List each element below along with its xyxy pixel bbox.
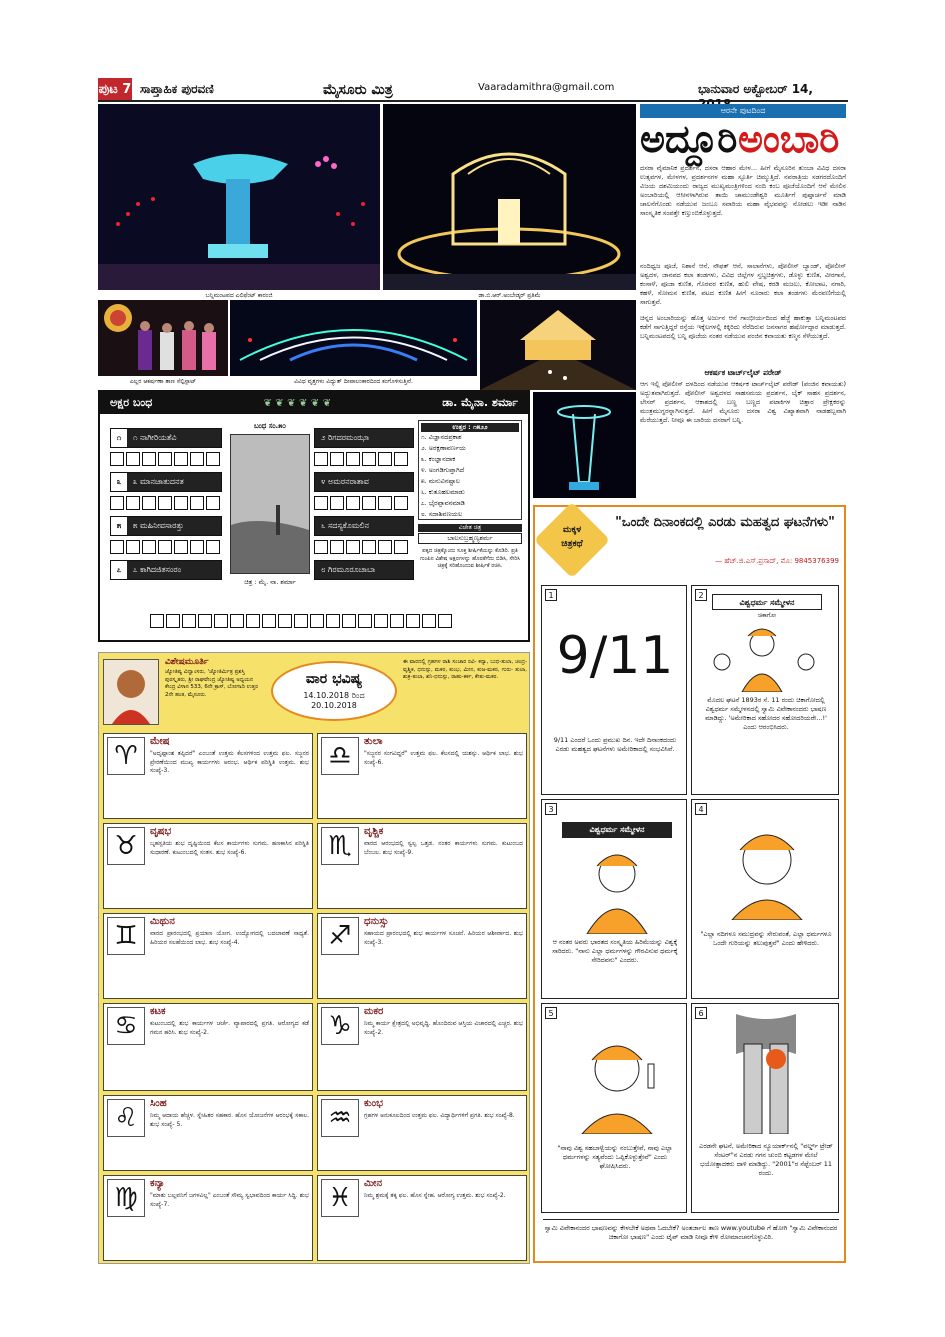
taurus-icon: ♉ xyxy=(107,827,145,865)
grid-row-6[interactable] xyxy=(314,540,408,554)
clue-4: ೪ ಅಮರನರಾತಾವ xyxy=(314,472,414,492)
clue-5: ೫ ೫ ಮಹಿನೀವಸಾರತ್ತು xyxy=(110,516,222,536)
comic-tag-2: ಚಿತ್ರಕಥೆ xyxy=(561,539,583,549)
panel-6: 6 ಎರಡನೇ ಘಟನೆ, ಅಮೇರಿಕಾದ ನ್ಯೂಯಾರ್ಕ್‌ನಲ್ಲಿ "ವರ್ಲ್ಡ್ ಟ್ರೇಡ್ ಸೆಂಟರ್"ನ ಎರಡು ಗಗನ ಚುಂಬಿ ಕಟ್ಟಡಗಳ ಮೇಲೆ ಭಯೋತ್ಪಾದಕರು ದಾಳಿ ಮಾಡಿದ್ದು. "2001"ರ ಸೆಪ್ಟೆಂಬರ್ 11 ರಂದು. xyxy=(691,1003,839,1213)
panel-5: 5 "ನಾವು ವಿಶ್ವ ಸಹಬಾಳ್ವೆಯನ್ನು ನಂಬುತ್ತೇವೆ, ನಾವು ಎಲ್ಲಾ ಧರ್ಮಗಳನ್ನು ಸತ್ಯವೆಂದು ಒಪ್ಪಿಕೊಳ್ಳುತ್ತೇವೆ" ಎಂದು ಘೋಷಿಸಿದರು. xyxy=(541,1003,687,1213)
cancer-icon: ♋ xyxy=(107,1007,145,1045)
photo-lights-circle xyxy=(230,300,477,376)
twin-towers-icon xyxy=(706,1014,826,1134)
clue-2: ೨ ರಿಗದರಮಂಝಾ xyxy=(314,428,414,448)
pisces-icon: ♓ xyxy=(321,1179,359,1217)
panel-3-text: ಆ ನಂತರ ಅವರು ಭಾರತದ ಸಂಸ್ಕೃತಿಯ ಹಿರಿಮೆಯನ್ನು ವಿಶ್ವಕ್ಕೆ ಸಾರಿದರು. "ನಾನು ಎಲ್ಲಾ ಧರ್ಮಗಳನ್ನು ಗೌರವಿಸುವ ಧರ್ಮಕ್ಕೆ ಸೇರಿದವನು" ಎಂದರು. xyxy=(552,938,678,964)
sign-libra: ♎ ತುಲಾ "ಸಜ್ಜನರ ಸಂಗವಿದ್ದರೆ" ಉತ್ತಮ ಫಲ. ಕೆಲಸದಲ್ಲಿ ಯಶಸ್ಸು. ಆರ್ಥಿಕ ಲಾಭ. ಶುಭ ಸಂಖ್ಯೆ-6. xyxy=(317,733,527,819)
feature-title-b: ಅಂಬಾರಿ xyxy=(738,116,840,161)
answers-label: ಉತ್ತರ : ೧೫೨೨ xyxy=(421,423,519,432)
panel-3: 3 ವಿಶ್ವಧರ್ಮ ಸಮ್ಮೇಳನ ಆ ನಂತರ ಅವರು ಭಾರತದ ಸಂಸ್ಕೃತಿಯ ಹಿರಿಮೆಯನ್ನು ವಿಶ್ವಕ್ಕೆ ಸಾರಿದರು. "ನಾನು ಎಲ್ಲಾ ಧರ್ಮಗಳನ್ನು ಗೌರವಿಸುವ ಧರ್ಮಕ್ಕೆ ಸೇರಿದವನು" ಎಂದರು. xyxy=(541,799,687,999)
page-header xyxy=(98,78,848,102)
puzzle-box xyxy=(98,390,530,642)
date-to: 20.10.2018 xyxy=(311,701,357,710)
grid-row-4[interactable] xyxy=(314,496,408,510)
feature-body-4: ಆಗ ಇಲ್ಲಿ ಪೋಲೀಸ್ ದಳದಿಂದ ನಡೆಯುವ ಆಕರ್ಷಕ ಟಾರ್ಚ್‌ಲೈಟ್ ಪರೇಡ್ (ಪಂಜಿನ ಕವಾಯತು) ಅದ್ಭುತವಾಗಿರುತ್ತದೆ. ಪೋಲೀಸ್ ಅಶ್ವದಳದ ಸಾಹಸಮಯ ಪ್ರದರ್ಶನ, ಬೈಕ್ ಸಾಹಸ ಪ್ರದರ್ಶನ, ಲೇಸರ್ ಪ್ರದರ್ಶನ, ಆಕಾಶದಲ್ಲಿ ಬಣ್ಣ ಬಣ್ಣದ ಪಟಾಕಿಗಳ ಚಿತ್ತಾರ ಪ್ರೇಕ್ಷಕರನ್ನು ಮಂತ್ರಮುಗ್ಧರನ್ನಾಗಿಸುತ್ತದೆ. ಹೀಗೆ ಮೈಸೂರು ದಸರಾ ವಿಶ್ವ ವಿಖ್ಯಾತವಾಗಿ ನಾಡಹಬ್ಬವಾಗಿ ಮೆರೆಯುತ್ತದೆ. ನೀವೂ ಈ ಬಾರಿಯ ದಸರಾಗೆ ಬನ್ನಿ. xyxy=(640,380,846,424)
date-from: 14.10.2018 ರಿಂದ xyxy=(303,691,365,700)
sign-sagittarius: ♐ ಧನುಸ್ಸು ಸಹಾಯದ ಪ್ರಾರಂಭದಲ್ಲಿ ಶುಭ ಕಾರ್ಯಗಳ ಸೂಚನೆ. ಹಿರಿಯರ ಆಶೀರ್ವಾದ. ಶುಭ ಸಂಖ್ಯೆ-3. xyxy=(317,913,527,999)
feature-subhead: ಆಕರ್ಷಕ ಟಾರ್ಚ್‌ಲೈಟ್ ಪರೇಡ್ xyxy=(704,368,782,377)
horoscope-section xyxy=(98,652,530,1264)
clue-6: ೬ ಸದಸ್ಯಕೊಮಲಿನ xyxy=(314,516,414,536)
capricorn-icon: ♑ xyxy=(321,1007,359,1045)
astrologer-name: ವಿಶೇಷಮೂರ್ತಿ xyxy=(165,657,209,667)
panel-6-text: ಎರಡನೇ ಘಟನೆ, ಅಮೇರಿಕಾದ ನ್ಯೂಯಾರ್ಕ್‌ನಲ್ಲಿ "ವರ್ಲ್ಡ್ ಟ್ರೇಡ್ ಸೆಂಟರ್"ನ ಎರಡು ಗಗನ ಚುಂಬಿ ಕಟ್ಟಡಗಳ ಮೇಲೆ ಭಯೋತ್ಪಾದಕರು ದಾಳಿ ಮಾಡಿದ್ದು. "2001"ರ ಸೆಪ್ಟೆಂಬರ್ 11 ರಂದು. xyxy=(699,1142,833,1177)
panel-3-banner: ವಿಶ್ವಧರ್ಮ ಸಮ್ಮೇಳನ xyxy=(562,822,672,838)
panel-2-banner: ವಿಶ್ವಧರ್ಮ ಸಮ್ಮೇಳನ xyxy=(712,594,822,610)
leaf-ornament-icon: ❦ ❦ ❦ ❦ ❦ ❦ xyxy=(263,397,332,409)
section-name: ಸಾಪ್ತಾಹಿಕ ಪುರವಣಿ xyxy=(140,82,214,96)
puzzle-instructions: ಪಕ್ಕದ ಚಿತ್ರಕ್ಕೊಂದು ಸೂಕ್ತ ಶೀರ್ಷಿಕೆಯನ್ನು ಕೊಡಿರಿ. ಪ್ರತಿ ಗುಂಪಿನ ವಿಶೇಷ ಅಕ್ಷರಗಳನ್ನು ಹೊರತೆಗೆದು ಬಿಡಿಸಿ, ಸೇರಿಸಿ ಚಿತ್ರಕ್ಕೆ ಸರಿಹೊಂದುವ ಶೀರ್ಷಿಕೆ ರಚಿಸಿ. xyxy=(419,548,521,569)
comic-title: "ಒಂದೇ ದಿನಾಂಕದಲ್ಲಿ ಎರಡು ಮಹತ್ವದ ಘಟನೆಗಳು" xyxy=(615,515,835,530)
panel-2-text: ಮೊದಲ ಘಟನೆ 1893ರ ಸೆ. 11 ರಂದು ಚಿಕಾಗೋದಲ್ಲಿ ವಿಶ್ವಧರ್ಮ ಸಮ್ಮೇಳನದಲ್ಲಿ ಸ್ವಾಮಿ ವಿವೇಕಾನಂದರು ಭಾಷಣ ಮಾಡಿದ್ದು. 'ಅಮೇರಿಕಾದ ಸಹೋದರ ಸಹೋದರಿಯರೇ...!' ಎಂದು ಆರಂಭಿಸಿದರು. xyxy=(705,696,827,731)
winner-label: ವಿಜೇತ ಚಿತ್ರ xyxy=(418,524,522,532)
panel-2-city: ಚಿಕಾಗೋ xyxy=(758,612,776,619)
bandha-number: ಬಂಧ ಸಂ.೫೦ xyxy=(253,422,287,430)
clue-1: ೧ ೧ ನಾಗೀರಿಯತೆವಿ xyxy=(110,428,222,448)
swami-pointing-icon xyxy=(562,1024,672,1134)
aries-icon: ♈ xyxy=(107,737,145,775)
sign-scorpio: ♏ ವೃಶ್ಚಿಕ ವಾರದ ಆರಂಭದಲ್ಲಿ ಸ್ವಲ್ಪ ಒತ್ತಡ. ನಂತರ ಕಾರ್ಯಗಳು ಸುಗಮ. ಕುಟುಂಬದ ಬೆಂಬಲ. ಶುಭ ಸಂಖ್ಯೆ-9. xyxy=(317,823,527,909)
feature-body-2: ನಂದಿಧ್ವಜ ಪೂಜೆ, ನಿಶಾನೆ ಆನೆ, ನೌಫತ್ ಆನೆ, ಸಾಲಾನೆಗಳು, ಪೋಲೀಸ್ ಬ್ಯಾಂಡ್, ಪೋಲೀಸ್ ಅಶ್ವದಳ, ಜಾನಪದ ಕಲಾ ತಂಡಗಳು, ವಿವಿಧ ಜಿಲ್ಲೆಗಳ ಸ್ತಬ್ಧಚಿತ್ರಗಳು, ಡೊಳ್ಳು ಕುಣಿತ, ವೀರಗಾಸೆ, ಕಂಸಾಳೆ, ಪೂಜಾ ಕುಣಿತ, ಗೊರವರ ಕುಣಿತ, ಹುಲಿ ವೇಷ, ಕರಡಿ ಮಜಲು, ಕೋಲಾಟ, ನಗಾರಿ, ಕಹಳೆ, ಸೋಮನ ಕುಣಿತ, ಪಟದ ಕುಣಿತ ಹೀಗೆ ನೂರಾರು ಕಲಾ ತಂಡಗಳು ಮೆರವಣಿಗೆಯಲ್ಲಿ ಸಾಗುತ್ತವೆ. xyxy=(640,262,846,306)
clue-3: ೩ ೩ ಮಾನಜಾತುದನತ xyxy=(110,472,222,492)
comic-footer: ಸ್ವಾಮಿ ವಿವೇಕಾನಂದರ ಭಾಷಣವನ್ನು ಕೇಳಬೇಕೆ ಅಥವಾ ಓದಬೇಕೆ? ಅಂತರ್ಜಾಲ ತಾಣ www.youtube ಗೆ ಹೋಗಿ "ಸ್ವಾಮಿ ವಿವೇಕಾನಂದರ ಚಿಕಾಗೋ ಭಾಷಣ" ಎಂದು ಟೈಪ್ ಮಾಡಿ ನೀವೂ ಕೇಳಿ ರೋಮಾಂಚನಗೊಳ್ಳುವಿರಿ. xyxy=(543,1219,839,1242)
swami-portrait-icon xyxy=(712,820,822,920)
photo-statue xyxy=(383,104,636,290)
sign-aries: ♈ ಮೇಷ "ಅದೃಷ್ಟಾಂಶ ತಪ್ಪಿದರೆ" ಎಂಬಂತೆ ಉತ್ತಮ ಕೆಲಸಗಳಿಂದ ಉತ್ತಮ ಫಲ. ಸಜ್ಜನರ ಪ್ರೇರಣೆಯಿಂದ ಮುಖ್ಯ ಕಾರ್ಯಗಳು ಆರಂಭ. ಆರ್ಥಿಕ ಪರಿಸ್ಥಿತಿ ಉತ್ತಮ. ಶುಭ ಸಂಖ್ಯೆ-3. xyxy=(103,733,313,819)
comic-byline: — ಹೆಚ್.ಜಿ.ಎಸ್.ಪ್ರಸಾದ್, ಮೊ: 9845376399 xyxy=(715,557,839,565)
caption-1: ಬನ್ನಿಮಂಟಪದ ಎಲಿಫೆಂಟ್ ಕಾರಂಜಿ xyxy=(205,292,273,299)
leo-icon: ♌ xyxy=(107,1099,145,1137)
date-911: 9/11 xyxy=(556,626,674,686)
gemini-icon: ♊ xyxy=(107,917,145,955)
feature-body-3: ಚಿನ್ನದ ಅಂಬಾರಿಯನ್ನು ಹೊತ್ತ ಅರ್ಜುನ ಆನೆ ಗಾಂಭೀರ್ಯದಿಂದ ಹೆಜ್ಜೆ ಹಾಕುತ್ತಾ ಬನ್ನಿಮಂಟಪದ ಕಡೆಗೆ ಸಾಗುತ್ತಿದ್ದರೆ ರಸ್ತೆಯ ಇಕ್ಕೆಲಗಳಲ್ಲಿ ಕಿಕ್ಕಿರಿದು ನೆರೆದಿರುವ ಜನಸಾಗರ ಹರ್ಷೋದ್ಗಾರ ಮಾಡುತ್ತದೆ. ಬನ್ನಿಮಂಟಪದಲ್ಲಿ ಬನ್ನಿ ಪೂಜೆಯ ನಂತರ ನಡೆಯುವ ಪಂಜಿನ ಕವಾಯತು ಕಣ್ಮನ ಸೆಳೆಯುತ್ತದೆ. xyxy=(640,314,846,340)
clue-8: ೮ ಗಿರಮೂರೂಚಾಬಾ xyxy=(314,560,414,580)
sign-virgo: ♍ ಕನ್ಯಾ "ಮಾತು ಬಲ್ಲವನಿಗೆ ಜಗಳವಿಲ್ಲ" ಎಂಬಂತೆ ಸೌಮ್ಯ ಸ್ವಭಾವದಿಂದ ಕಾರ್ಯ ಸಿದ್ಧಿ. ಶುಭ ಸಂಖ್ಯೆ-7. xyxy=(103,1175,313,1261)
sign-cancer: ♋ ಕಟಕ ಕುಟುಂಬದಲ್ಲಿ ಶುಭ ಕಾರ್ಯಗಳ ಚರ್ಚೆ. ವ್ಯಾಪಾರದಲ್ಲಿ ಪ್ರಗತಿ. ಆರೋಗ್ಯದ ಕಡೆ ಗಮನ ಹರಿಸಿ. ಶುಭ ಸಂಖ್ಯೆ-2. xyxy=(103,1003,313,1091)
caption-4: ವಿವಿಧ ವೃತ್ತಗಳು ವಿದ್ಯುತ್ ದೀಪಾಲಂಕಾರದಿಂದ ಕಂಗೊಳಿಸುತ್ತಿವೆ. xyxy=(294,378,413,385)
photo-fountain xyxy=(98,104,380,290)
sign-gemini: ♊ ಮಿಥುನ ವಾರದ ಪ್ರಾರಂಭದಲ್ಲಿ ಪ್ರಯಾಣ ಯೋಗ. ಉದ್ಯೋಗದಲ್ಲಿ ಬದಲಾವಣೆ ಸಾಧ್ಯತೆ. ಹಿರಿಯರ ಸಲಹೆಯಿಂದ ಲಾಭ. ಶುಭ ಸಂಖ್ಯೆ-4. xyxy=(103,913,313,999)
winner-name: ಬಾಲಸುಬ್ರಹ್ಮಣ್ಯಶರ್ಮ xyxy=(418,533,522,544)
sign-aquarius: ♒ ಕುಂಭ ಗ್ರಹಗಳ ಅನುಕೂಲದಿಂದ ಉತ್ತಮ ಫಲ. ವಿದ್ಯಾರ್ಥಿಗಳಿಗೆ ಪ್ರಗತಿ. ಶುಭ ಸಂಖ್ಯೆ-8. xyxy=(317,1095,527,1171)
date: ಭಾನುವಾರ ಅಕ್ಟೋಬರ್ 14, xyxy=(698,82,813,96)
panel-2: 2 ವಿಶ್ವಧರ್ಮ ಸಮ್ಮೇಳನ ಚಿಕಾಗೋ ಮೊದಲ ಘಟನೆ 1893ರ ಸೆ. 11 ರಂದು ಚಿಕಾಗೋದಲ್ಲಿ ವಿಶ್ವಧರ್ಮ ಸಮ್ಮೇಳನದಲ್ಲಿ ಸ್ವಾಮಿ ವಿವೇಕಾನಂದರು ಭಾಷಣ ಮಾಡಿದ್ದು. 'ಅಮೇರಿಕಾದ ಸಹೋದರ ಸಹೋದರಿಯರೇ...!' ಎಂದು ಆರಂಭಿಸಿದರು. xyxy=(691,585,839,795)
answer-grid[interactable] xyxy=(150,614,452,628)
libra-icon: ♎ xyxy=(321,737,359,775)
grid-row-2[interactable] xyxy=(314,452,408,466)
website: Vaaradamithra@gmail.com xyxy=(478,82,615,93)
sign-pisces: ♓ ಮೀನ ನಿಮ್ಮ ಶ್ರಮಕ್ಕೆ ತಕ್ಕ ಫಲ. ಹೊಸ ಸ್ನೇಹ. ಆರೋಗ್ಯ ಉತ್ತಮ. ಶುಭ ಸಂಖ್ಯೆ-2. xyxy=(317,1175,527,1261)
photo-palace-road xyxy=(480,300,636,390)
caption-3: ಎಲ್ಲರ ಆಕರ್ಷಣಾ ತಾಣ ಸೆಲ್ಫಿಸ್ಪಾಟ್ xyxy=(129,378,197,385)
scorpio-icon: ♏ xyxy=(321,827,359,865)
grid-row-5[interactable] xyxy=(110,540,220,554)
photo-tower xyxy=(533,392,636,498)
panel-4-text: "ಎಲ್ಲಾ ನದಿಗಳೂ ಸಮುದ್ರವನ್ನು ಸೇರುವಂತೆ, ಎಲ್ಲಾ ಧರ್ಮಗಳೂ ಒಂದೇ ಗುರಿಯನ್ನು ತಲುಪುತ್ತವೆ" ಎಂದು ಹೇಳಿದರು. xyxy=(700,930,832,947)
photo-selfie-spot xyxy=(98,300,228,376)
clue-7: ೭ ೭ ಕಾಗಿದಜಿತಸಂರಂ xyxy=(110,560,222,580)
aquarius-icon: ♒ xyxy=(321,1099,359,1137)
puzzle-author: ಡಾ. ಮೈನಾ. ಶರ್ಮಾ xyxy=(442,396,518,409)
virgo-icon: ♍ xyxy=(107,1179,145,1217)
caption-2: ಡಾ.ಬಿ.ಆರ್.ಅಂಬೇಡ್ಕರ್ ಪ್ರತಿಮೆ xyxy=(478,292,541,299)
panel-5-text: "ನಾವು ವಿಶ್ವ ಸಹಬಾಳ್ವೆಯನ್ನು ನಂಬುತ್ತೇವೆ, ನಾವು ಎಲ್ಲಾ ಧರ್ಮಗಳನ್ನು ಸತ್ಯವೆಂದು ಒಪ್ಪಿಕೊಳ್ಳುತ್ತೇವೆ" ಎಂದು ಘೋಷಿಸಿದರು. xyxy=(557,1144,673,1170)
paper-name: ಮೈಸೂರು ಮಿತ್ರ xyxy=(323,82,393,98)
sagittarius-icon: ♐ xyxy=(321,917,359,955)
sign-taurus: ♉ ವೃಷಭ ಬೃಹಸ್ಪತಿಯ ಶುಭ ದೃಷ್ಟಿಯಿಂದ ಕೆಲಸ ಕಾರ್ಯಗಳು ಸುಗಮ. ಹಣಕಾಸಿನ ಪರಿಸ್ಥಿತಿ ಸುಧಾರಣೆ. ಕುಟುಂಬದಲ್ಲಿ ಸಂತಸ. ಶುಭ ಸಂಖ್ಯೆ-6. xyxy=(103,823,313,909)
panel-4: 4 "ಎಲ್ಲಾ ನದಿಗಳೂ ಸಮುದ್ರವನ್ನು ಸೇರುವಂತೆ, ಎಲ್ಲಾ ಧರ್ಮಗಳೂ ಒಂದೇ ಗುರಿಯನ್ನು ತಲುಪುತ್ತವೆ" ಎಂದು ಹೇಳಿದರು. xyxy=(691,799,839,999)
feature-title-a: ಅದ್ದೂರಿ xyxy=(640,116,738,161)
comic-strip xyxy=(533,505,846,1263)
horoscope-title: ವಾರ ಭವಿಷ್ಯ xyxy=(305,671,363,687)
grid-row-3[interactable] xyxy=(110,496,220,510)
feature-kicker: ಆರನೇ ಪುಟದಿಂದ xyxy=(640,104,846,118)
puzzle-title: ಅಕ್ಷರ ಬಂಧ xyxy=(110,396,153,409)
puzzle-photo xyxy=(230,434,310,574)
planet-positions: ಈ ವಾರದಲ್ಲಿ ಗ್ರಹಗಳ ರಾಶಿ ಸಂಚಾರ ರವಿ- ಕನ್ಯಾ, ಬುಧ-ತುಲಾ, ಚಂದ್ರ- ವೃಶ್ಚಿಕ, ಧನುಸ್ಸು, ಮಕರ, ಕುಂಭ, ಮೀನ, ಕುಜ-ಮಕರ, ಗುರು- ತುಲಾ, ಶುಕ್ರ-ತುಲಾ, ಶನಿ-ಧನುಸ್ಸು, ರಾಹು-ಕರ್ಕ, ಕೇತು-ಮಕರ. xyxy=(403,659,527,680)
weekly-badge xyxy=(271,661,397,721)
photo-credit: ಚಿತ್ರ : ಮೈ. ನಾ. ಶರ್ಮಾ xyxy=(244,578,296,586)
page-number: ಪುಟ 7 xyxy=(98,78,132,100)
panel-1: 1 9/11 9/11 ಎಂದರೆ ಒಂದು ಪ್ರಮುಖ ದಿನ. ಇದೇ ದಿನಾಂಕದಂದು ಎರಡು ಮಹತ್ವದ ಘಟನೆಗಳು ಅಮೇರಿಕಾದಲ್ಲಿ ಸಂಭವಿಸಿವೆ. xyxy=(541,585,687,795)
swami-figure-icon xyxy=(702,622,830,692)
sign-capricorn: ♑ ಮಕರ ನಿಮ್ಮ ಕಾರ್ಯ ಕ್ಷೇತ್ರದಲ್ಲಿ ಅಭಿವೃದ್ಧಿ. ಹೊಂದಿರುವ ಆಸ್ತಿಯ ವಿಚಾರದಲ್ಲಿ ಎಚ್ಚರ. ಶುಭ ಸಂಖ್ಯೆ-2. xyxy=(317,1003,527,1091)
answers-box xyxy=(418,420,522,520)
swami-speaking-icon xyxy=(562,844,672,934)
answer-list: ೧. ವಿಜ್ಞಾನದಪ್ರಕಾಶ ೨. ಅರಕ್ಷಣಾವರ್ಣಯ ೩. ಕಂಜ್ಞಾನದಾಕ ೪. ಅಂಗಡಿಗುಪ್ತಾಗಿದೆ ೫. ಮನುವಿನಷ್ಟಾಲ ೬. ಕುತೂಹಲಮಾಡು ೭. ಭೈರಪ್ಪಾವನಮಾಡಿ ೮. ಸದಾಶಿವಣಯಲ xyxy=(421,433,466,518)
comic-tag-1: ಮಕ್ಕಳ xyxy=(562,525,582,535)
grid-row-1[interactable] xyxy=(110,452,220,466)
astrologer-photo xyxy=(103,659,159,725)
astrologer-info: ಜ್ಯೋತಿಷ್ಯ ವಿದ್ವಾಂಸರು, 'ಜ್ಯೋತಿರ್ಮಿತ್ರ ಪ್ರಶಸ್ತಿ ಪುರಸ್ಕೃತರು, ಶ್ರೀ ರಾಘವೇಂದ್ರ ಜ್ಯೋತಿಷ್ಯ ಅಧ್ಯಯನ ಕೇಂದ್ರ ವಿಳಾಸ 533, 6ನೇ ಕ್ರಾಸ್, ಬೋಗಾದಿ ಉತ್ತರ 2ನೇ ಹಂತ, ಮೈಸೂರು. xyxy=(165,669,259,698)
panel-1-text: 9/11 ಎಂದರೆ ಒಂದು ಪ್ರಮುಖ ದಿನ. ಇದೇ ದಿನಾಂಕದಂದು ಎರಡು ಮಹತ್ವದ ಘಟನೆಗಳು ಅಮೇರಿಕಾದಲ್ಲಿ ಸಂಭವಿಸಿವೆ. xyxy=(553,736,677,753)
feature-body-1: ದಸರಾ ವೈಮಾನಿಕ ಪ್ರದರ್ಶನ, ದಸರಾ ಆಹಾರ ಮೇಳ... ಹೀಗೆ ಮೈಸೂರಿನ ತುಂಬಾ ವಿವಿಧ ದಸರಾ ಉತ್ಸವಗಳ, ಮೇಳಗಳ, ಪ್ರದರ್ಶನಗಳ ಮಹಾ ಸ್ಫೂರ್ತಿ ಚಿಮ್ಮುತ್ತಿದೆ. ನವರಾತ್ರಿಯ ಸಡಗರದೊಂದಿಗೆ ವಿಜಯ ದಶಮಿಯಂದು ರಾಜ್ಯದ ಮುಖ್ಯಮಂತ್ರಿಗಳಿಂದ ನಂದಿ ಕಂಬ ಪೂಜೆಯೊಂದಿಗೆ ಆನೆ ಮೇಲಿನ ಅಂಬಾರಿಯಲ್ಲಿ ಆಸೀನಳಾಗಿರುವ ತಾಯಿ ಚಾಮುಂಡೇಶ್ವರಿ ಮೂರ್ತಿಗೆ ಪುಷ್ಪಾರ್ಚನೆ ಮಾಡಿ ಚಾಲನೆಗೊಂಡು ನಡೆಯುವ ಜಂಬೂ ಸವಾರಿಯ ಮಹಾ ವೈಭವವನ್ನು ನೋಡಲು ಇಡೀ ನಾಡಿನ ಸಾಂಸ್ಕೃತಿಕ ಸಂಪತ್ತೇ ಕಣ್ತುಂಬಿಕೊಳ್ಳುತ್ತದೆ. xyxy=(640,164,846,217)
sign-leo: ♌ ಸಿಂಹ ನಿಮ್ಮ ಆದಾಯ ಹೆಚ್ಚಳ. ಸ್ನೇಹಿತರ ಸಹಕಾರ. ಹೊಸ ಯೋಜನೆಗಳ ಆರಂಭಕ್ಕೆ ಸಕಾಲ. ಶುಭ ಸಂಖ್ಯೆ- 5. xyxy=(103,1095,313,1171)
puzzle-header xyxy=(100,392,528,414)
